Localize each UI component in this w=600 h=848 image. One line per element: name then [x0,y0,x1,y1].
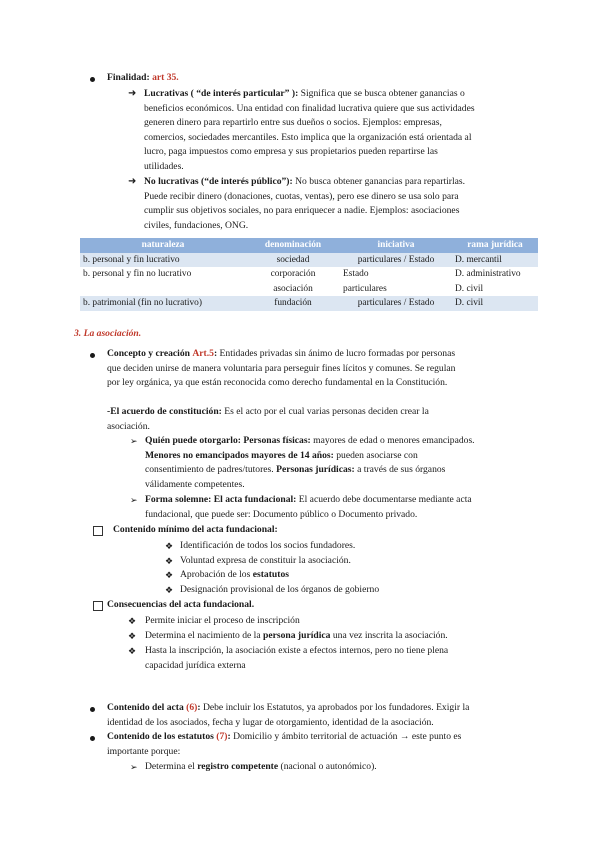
bullet-icon [90,707,95,712]
lucrativas-label: Lucrativas ( “de interés particular” ): [144,88,299,99]
entity-classification-table [80,238,538,311]
no-lucrativas-paragraph [144,175,518,233]
list-item: Voluntad expresa de constituir la asociación. [180,555,351,566]
table-row [80,296,538,311]
table-cell: fundación [246,296,340,311]
chevron-right-icon: ➢ [130,495,138,505]
table-cell: asociación [273,283,313,294]
table-row [80,253,538,268]
table-row [80,267,538,282]
no-lucrativas-label: No lucrativas (“de interés público”): [144,176,293,187]
forma-paragraph [145,493,519,522]
table-cell: D. administrativo [455,269,521,280]
table-cell: particulares [343,283,387,294]
diamond-bullet-icon: ❖ [128,631,137,641]
table-cell: particulares / Estado [340,253,452,268]
quien-line-4: válidamente competentes. [145,478,245,490]
forma-line-2: fundacional, que puede ser: Documento público o Documento privado. [145,508,418,520]
table-cell: sociedad [246,253,340,268]
contenido-acta-paragraph: Contenido del acta (6): Debe incluir los Estatutos, ya aprobados por los fundadores. Exigir la identidad de los asociados, fecha y lugar de otorgamiento, identidad de la asociación. [107,702,470,728]
contenido-estatutos-label: Contenido de los estatutos [107,731,214,742]
no-lucrativas-line-3: cumplir sus objetivos sociales, no para enriquecer a nadie. Ejemplos: asociaciones [144,205,460,217]
checkbox-icon [93,601,103,611]
concepto-label: Concepto y creación [107,348,190,359]
quien-paragraph [145,434,519,492]
acuerdo-paragraph [107,405,519,434]
acuerdo-line-1: -El acuerdo de constitución: Es el acto por el cual varias personas deciden crear la [107,406,429,417]
diamond-bullet-icon: ❖ [165,570,174,580]
table-cell: D. civil [452,296,538,311]
table-cell: b. patrimonial (fin no lucrativo) [80,296,246,311]
concepto-line-1: Concepto y creación Art.5: Entidades privadas sin ánimo de lucro formadas por personas [107,348,456,359]
no-lucrativas-line-2: Puede recibir dinero (donaciones, cuotas, ventas), pero ese dinero se usa solo para [144,190,459,202]
lucrativas-line-3: generen dinero para repartirlo entre sus dueños o socios. Ejemplos: empresas, [144,117,442,129]
lucrativas-paragraph [144,87,518,175]
concepto-line-2: que deciden unirse de manera voluntaria para perseguir fines lícitos y comunes. Se regulan [107,362,456,374]
contenido-minimo-label: Contenido mínimo del acta fundacional: [113,524,278,535]
finalidad-ref: art 35. [152,72,179,83]
finalidad-heading [107,71,179,86]
forma-line-1: Forma solemne: El acta fundacional: El acuerdo debe documentarse mediante acta [145,494,472,505]
table-cell: b. personal y fin lucrativo [80,253,246,268]
lucrativas-line-2: beneficios económicos. Una entidad con finalidad lucrativa quiere que sus actividades [144,102,475,114]
list-item: Identificación de todos los socios fundadores. [180,540,356,551]
chevron-right-icon: ➢ [130,436,138,446]
diamond-bullet-icon: ❖ [165,541,174,551]
list-item: Hasta la inscripción, la asociación existe a efectos internos, pero no tiene plena capacidad jurídica externa [145,645,449,671]
section-title: 3. La asociación. [74,328,142,339]
acuerdo-label: -El acuerdo de constitución: [107,406,222,417]
consecuencias-label: Consecuencias del acta fundacional. [107,599,255,610]
bullet-icon [90,353,95,358]
lucrativas-line-1: Lucrativas ( “de interés particular” ): Significa que se busca obtener ganancias o [144,88,465,99]
registro-line: Determina el registro competente (nacional o autonómico). [145,761,377,772]
contenido-estatutos-paragraph: Contenido de los estatutos (7): Domicilio y ámbito territorial de actuación → este punto es importante porque: [107,731,462,757]
quien-line-2: Menores no emancipados mayores de 14 años: pueden asociarse con [145,449,418,461]
table-cell [80,282,246,297]
diamond-bullet-icon: ❖ [165,585,174,595]
table-cell: particulares / Estado [340,296,452,311]
bullet-icon [90,736,95,741]
bullet-icon [90,77,95,82]
list-item: Aprobación de los estatutos [180,569,289,580]
arrow-right-icon: ➜ [128,88,137,99]
quien-line-1: Quién puede otorgarlo: Personas físicas: mayores de edad o menores emancipados. [145,435,475,446]
lucrativas-line-6: utilidades. [144,160,184,172]
list-item: Permite iniciar el proceso de inscripción [145,615,300,626]
no-lucrativas-line-4: civiles, fundaciones, ONG. [144,219,249,231]
list-item: Designación provisional de los órganos de gobierno [180,584,380,595]
diamond-bullet-icon: ❖ [128,616,137,626]
forma-label: Forma solemne: El acta fundacional: [145,494,297,505]
quien-label: Quién puede otorgarlo: [145,435,241,446]
concepto-line-3: por ley orgánica, ya que están reconocida como derecho fundamental en la Constitución. [107,377,448,389]
list-item: Determina el nacimiento de la persona jurídica una vez inscrita la asociación. [145,630,448,641]
table-header-row [80,238,538,253]
table-cell: D. civil [455,283,484,294]
table-cell: corporación [270,269,316,280]
contenido-acta-ref: (6) [186,702,198,713]
contenido-estatutos-ref: (7) [216,731,228,742]
finalidad-label: Finalidad: [107,72,150,83]
header-denominacion: denominación [246,238,340,253]
arrow-right-icon: ➜ [128,176,137,187]
chevron-right-icon: ➢ [130,762,138,772]
no-lucrativas-line-1: No lucrativas (“de interés público”): No busca obtener ganancias para repartirlas. [144,176,466,187]
header-naturaleza: naturaleza [80,238,246,253]
quien-line-3: consentimiento de padres/tutores. Personas jurídicas: a través de sus órganos [145,464,446,476]
lucrativas-line-4: comercios, sociedades mercantiles. Esto implica que la organización está orientada al [144,131,472,143]
header-iniciativa: iniciativa [340,238,452,253]
diamond-bullet-icon: ❖ [165,556,174,566]
table-cell: b. personal y fin no lucrativo [83,269,192,280]
concepto-paragraph [107,347,519,391]
table-cell: D. mercantil [452,253,538,268]
header-rama-juridica: rama jurídica [452,238,538,253]
table-row [80,282,538,297]
contenido-acta-label: Contenido del acta [107,702,184,713]
table-cell: Estado [343,269,369,280]
diamond-bullet-icon: ❖ [128,646,137,656]
lucrativas-line-5: lucro, paga impuestos como empresa y sus propietarios pueden repartirse las [144,146,438,158]
concepto-ref: Art.5 [192,348,214,359]
acuerdo-line-2: asociación. [107,420,150,432]
checkbox-icon [93,526,103,536]
